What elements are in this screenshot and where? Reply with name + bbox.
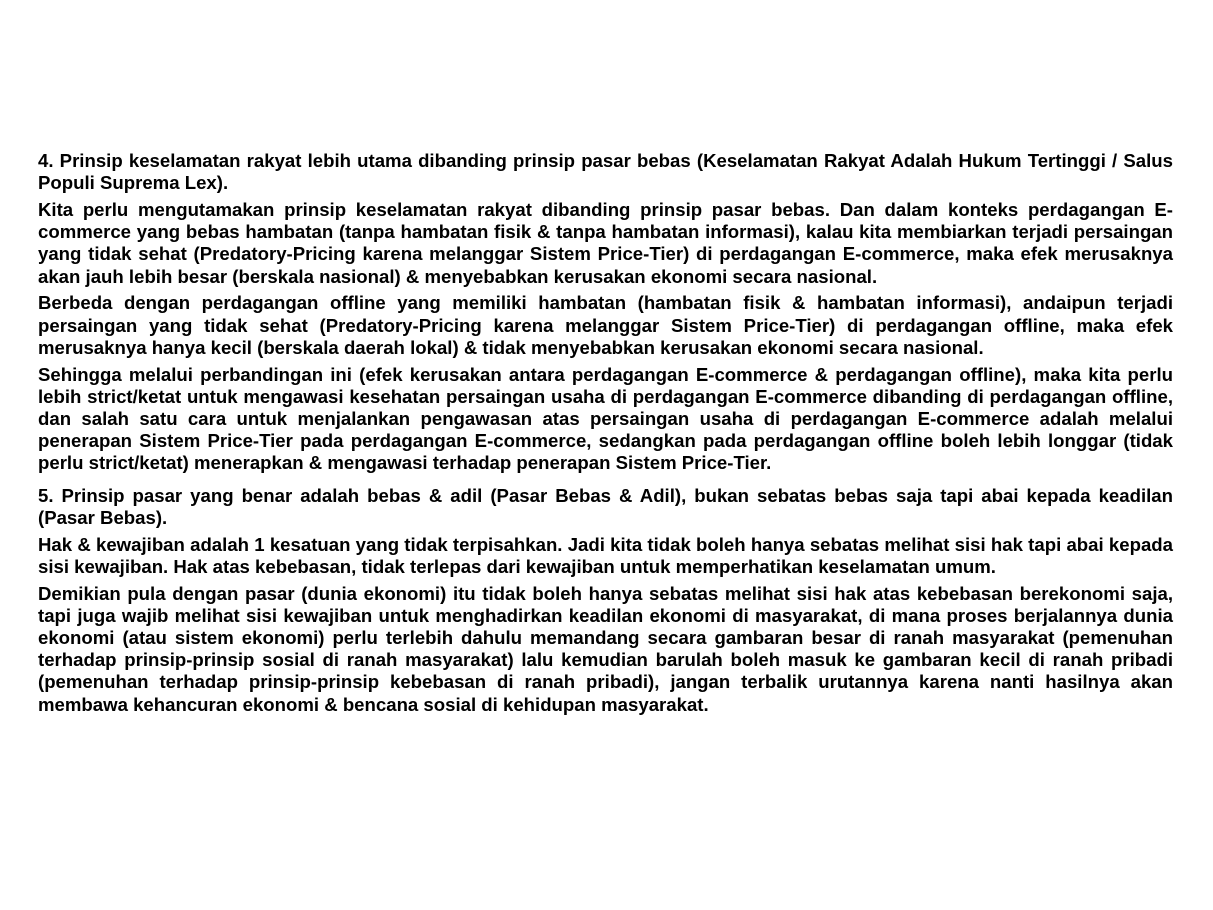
- section-heading: 4. Prinsip keselamatan rakyat lebih utama dibanding prinsip pasar bebas (Keselamatan Rakyat Adalah Hukum Tertinggi / Salus Populi Suprema Lex).: [38, 150, 1173, 194]
- paragraph: Demikian pula dengan pasar (dunia ekonomi) itu tidak boleh hanya sebatas melihat sisi hak atas kebebasan berekonomi saja, tapi juga wajib melihat sisi kewajiban untuk menghadirkan keadilan ekonomi di masyarakat, di mana proses berjalannya dunia ekonomi (atau sistem ekonomi) perlu terlebih dahulu memandang secara gambaran besar di ranah masyarakat (pemenuhan terhadap prinsip-prinsip sosial di ranah masyarakat) lalu kemudian barulah boleh masuk ke gambaran kecil di ranah pribadi (pemenuhan terhadap prinsip-prinsip kebebasan di ranah pribadi), jangan terbalik urutannya karena nanti hasilnya akan membawa kehancuran ekonomi & bencana sosial di kehidupan masyarakat.: [38, 582, 1173, 715]
- document-body: [38, 150, 1173, 726]
- paragraph: Berbeda dengan perdagangan offline yang memiliki hambatan (hambatan fisik & hambatan informasi), andaipun terjadi persaingan yang tidak sehat (Predatory-Pricing karena melanggar Sistem Price-Tier) di perdagangan offline, maka efek merusaknya hanya kecil (berskala daerah lokal) & tidak menyebabkan kerusakan ekonomi secara nasional.: [38, 292, 1173, 358]
- paragraph: Kita perlu mengutamakan prinsip keselamatan rakyat dibanding prinsip pasar bebas. Dan dalam konteks perdagangan E-commerce yang bebas hambatan (tanpa hambatan fisik & tanpa hambatan informasi), kalau kita membiarkan terjadi persaingan yang tidak sehat (Predatory-Pricing karena melanggar Sistem Price-Tier) di perdagangan E-commerce, maka efek merusaknya akan jauh lebih besar (berskala nasional) & menyebabkan kerusakan ekonomi secara nasional.: [38, 199, 1173, 287]
- section-4: [38, 150, 1173, 475]
- paragraph: Sehingga melalui perbandingan ini (efek kerusakan antara perdagangan E-commerce & perdagangan offline), maka kita perlu lebih strict/ketat untuk mengawasi kesehatan persaingan usaha di perdagangan E-commerce dibanding di perdagangan offline, dan salah satu cara untuk menjalankan pengawasan atas persaingan usaha di perdagangan E-commerce adalah melalui penerapan Sistem Price-Tier pada perdagangan E-commerce, sedangkan pada perdagangan offline boleh lebih longgar (tidak perlu strict/ketat) menerapkan & mengawasi terhadap penerapan Sistem Price-Tier.: [38, 363, 1173, 474]
- section-5: [38, 485, 1173, 716]
- section-heading: 5. Prinsip pasar yang benar adalah bebas & adil (Pasar Bebas & Adil), bukan sebatas bebas saja tapi abai kepada keadilan (Pasar Bebas).: [38, 484, 1173, 528]
- paragraph: Hak & kewajiban adalah 1 kesatuan yang tidak terpisahkan. Jadi kita tidak boleh hanya sebatas melihat sisi hak tapi abai kepada sisi kewajiban. Hak atas kebebasan, tidak terlepas dari kewajiban untuk memperhatikan keselamatan umum.: [38, 533, 1173, 577]
